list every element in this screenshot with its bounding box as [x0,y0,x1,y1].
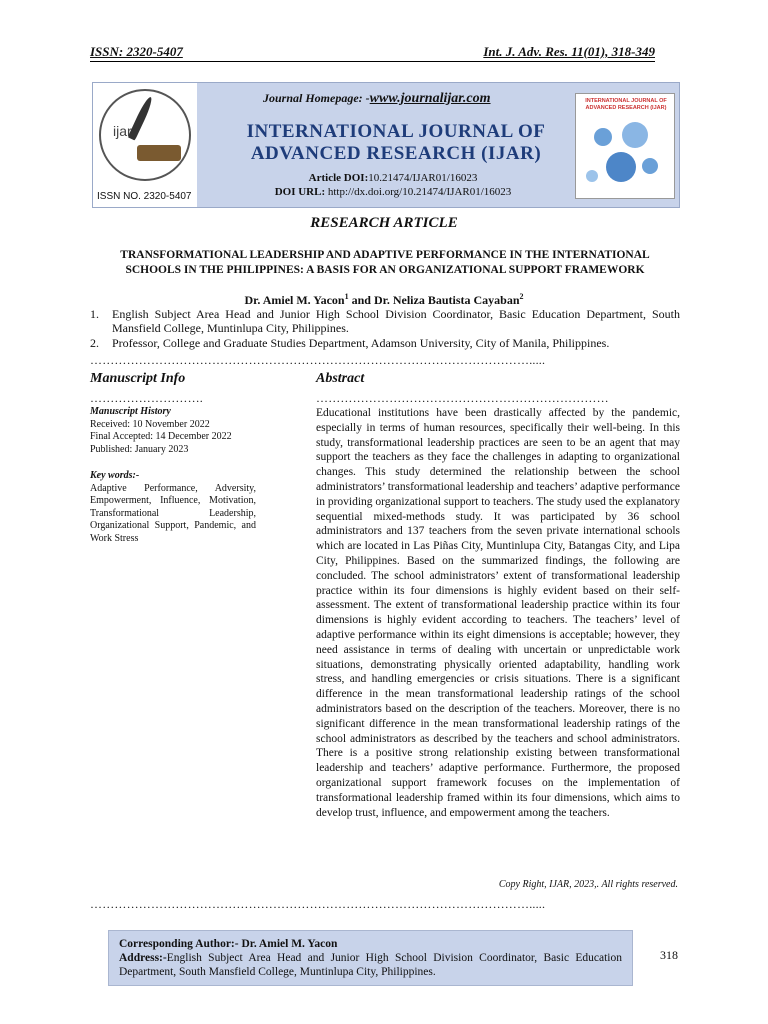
abstract-heading: Abstract [316,371,365,386]
published-date: Published: January 2023 [90,443,189,455]
books-icon [137,145,181,161]
molecule-icon [606,152,636,182]
author-2-sup: 2 [519,292,524,301]
paper-title-line2: SCHOOLS IN THE PHILIPPINES: A BASIS FOR AN ORGANIZATIONAL SUPPORT FRAMEWORK [125,264,645,276]
journal-homepage [263,91,491,107]
copyright-notice: Copy Right, IJAR, 2023,. All rights reserved. [498,879,678,890]
molecule-icon [586,170,598,182]
separator-dots-left: ………………………. [90,392,203,404]
journal-cover-image [575,93,675,199]
doi-label: Article DOI: [308,172,369,184]
paper-title-line1: TRANSFORMATIONAL LEADERSHIP AND ADAPTIVE PERFORMANCE IN THE INTERNATIONAL [120,249,650,261]
header-citation: Int. J. Adv. Res. 11(01), 318-349 [483,44,655,59]
author-1-sup: 1 [344,292,349,301]
corresponding-author: Corresponding Author:- Dr. Amiel M. Yacon [119,938,338,950]
doi-block [243,171,543,199]
accepted-date: Final Accepted: 14 December 2022 [90,431,232,442]
corresponding-address [119,951,622,979]
header-issn: ISSN: 2320-5407 [90,44,183,59]
logo-issn: ISSN NO. 2320-5407 [97,191,192,202]
article-type: RESEARCH ARTICLE [310,215,458,231]
journal-name [221,121,571,165]
separator-dots-bottom: ………………………………………………………………………………………………..... [90,898,546,910]
paper-title [90,248,680,278]
manuscript-info-heading: Manuscript Info [90,371,186,386]
journal-name-line2: ADVANCED RESEARCH (IJAR) [250,143,542,164]
affiliation-text: Professor, College and Graduate Studies Department, Adamson University, City of Manila, Philippines. [112,336,610,350]
affiliation-text: English Subject Area Head and Junior High School Division Coordinator, Basic Education Department, South Mansfield College, Muntinlupa City, Philippines. [112,307,680,335]
molecule-icon [642,158,658,174]
abstract-text: Educational institutions have been drastically affected by the pandemic, especially in terms of human resources, specifically their well-being. In this study, transformational leadership practices are seen to be an agent that may support the teachers as they face the challenges in adapting to organizational changes. This study determined the relationship between the school administrators’ transformational leadership and teachers’ adaptive performance in providing organizational support to teachers. The study used the explanatory sequential mixed-methods study. It was participated by 36 school administrators and 137 teachers from the seven private international schools which are located in Las Piñas City, Muntinlupa City, Batangas City, and Lipa City, Philippines. Based on the summarized findings, the following are concluded. The school administrators’ extent of transformational leadership practice within its four dimensions is highly evident based on their self-assessment. The extent of transformational leadership practice within its four dimensions is highly evident according to teachers. The teachers’ level of adaptive performance within its eight dimensions is acceptable; however, they need assistance in terms of dealing with uncertain or unpredictable work situations, demonstrating physically oriented adaptability, handling work stress, and handling emergencies or crisis situations. There is a significant difference in the mean transformational leadership ratings of the school administrators based on the description of the teachers. Moreover, there is no significant difference in the mean transformational leadership ratings of the school administrators as described by the teachers and school administrators. There is a positive strong relationship existing between transformational leadership and teachers’ adaptive performance. Furthermore, the proposed organizational support framework focuses on the implementation of transformational leadership framed within its four dimensions, which aims to develop trust, influence, and empowerment among the teachers. [316,407,680,819]
journal-logo [93,83,197,207]
keywords-heading: Key words:- [90,470,140,481]
received-date: Received: 10 November 2022 [90,418,210,430]
doi-value: 10.21474/IJAR01/16023 [368,172,478,184]
affiliation-number: 1. [90,307,99,321]
manuscript-info [90,406,256,545]
doi-url-label: DOI URL: [274,186,326,198]
doi-url-link[interactable]: http://dx.doi.org/10.21474/IJAR01/16023 [325,186,512,198]
authors [0,292,768,308]
cover-title: INTERNATIONAL JOURNAL OF ADVANCED RESEARCH (IJAR) [585,98,667,111]
affiliations [90,307,680,351]
author-1: Dr. Amiel M. Yacon [244,293,345,307]
corresponding-author-box [108,930,633,986]
affiliation-item [90,336,680,350]
address-text: English Subject Area Head and Junior High School Division Coordinator, Basic Education Department, South Mansfield College, Muntinlupa City, Philippines. [119,952,622,978]
manuscript-history-heading: Manuscript History [90,406,171,417]
journal-name-line1: INTERNATIONAL JOURNAL OF [246,121,546,142]
address-label: Address:- [119,952,167,964]
running-header [90,44,655,62]
molecule-icon [594,128,612,146]
keywords-list: Adaptive Performance, Adversity, Empowerment, Influence, Motivation, Transformational Leadership, Organizational Support, Pandemic, and Work Stress [90,482,256,544]
affiliation-item [90,307,680,335]
page-number: 318 [660,948,678,962]
separator-dots-right: ……………………………………………………………… [316,392,609,404]
molecule-icon [622,122,648,148]
journal-banner [92,82,680,208]
author-separator: and [348,293,374,307]
homepage-link[interactable]: www.journalijar.com [369,91,491,106]
homepage-label: Journal Homepage: - [263,91,370,105]
separator-dots-top: ………………………………………………………………………………………………..... [90,354,546,366]
affiliation-number: 2. [90,336,99,350]
author-2: Dr. Neliza Bautista Cayaban [373,293,520,307]
logo-text: ijar [113,123,132,139]
